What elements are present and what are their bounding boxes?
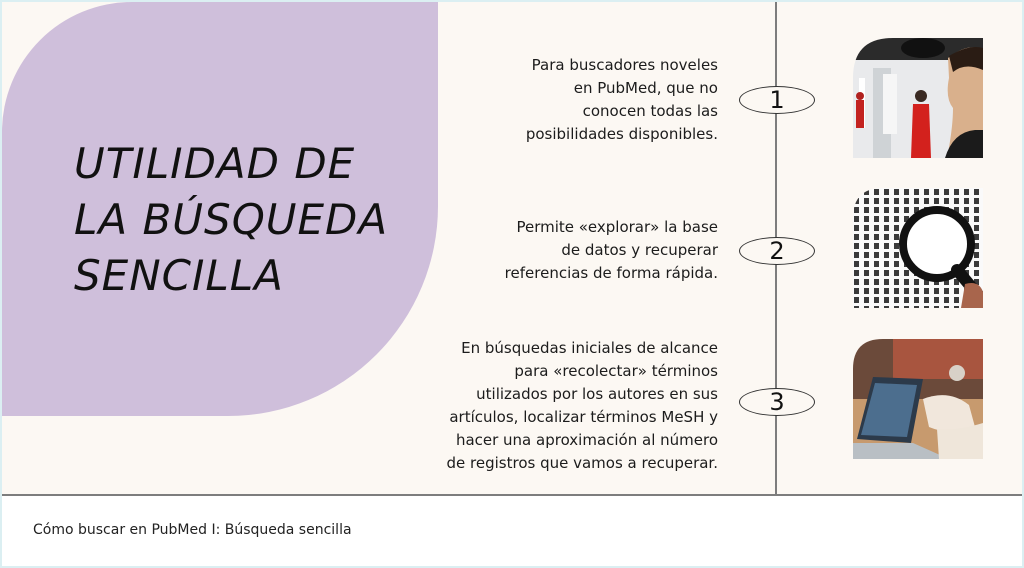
item-1-number-bubble: 1 — [739, 86, 815, 114]
laptop-typing-photo — [853, 339, 983, 459]
item-1-text: Para buscadores noveles en PubMed, que no conocen todas las posibilidades disponibles. — [525, 56, 718, 143]
footer-text: Cómo buscar en PubMed I: Búsqueda sencilla — [33, 522, 352, 538]
item-2-number-bubble: 2 — [739, 237, 815, 265]
title-line-1: UTILIDAD DE — [74, 139, 356, 188]
slide-frame — [2, 2, 1022, 566]
photographer-studio-photo — [853, 38, 983, 158]
title-line-3: SENCILLA — [74, 251, 284, 300]
item-2-text: Permite «explorar» la base de datos y recuperar referencias de forma rápida. — [504, 218, 718, 282]
item-3-text: En búsquedas iniciales de alcance para «recolectar» términos utilizados por los autores en sus artículos, localizar términos MeSH y hacer una aproximación al número de registros que vamos a recuperar. — [446, 339, 718, 472]
title-line-2: LA BÚSQUEDA — [74, 195, 389, 244]
slide-title — [74, 136, 414, 304]
item-3-number-bubble: 3 — [739, 388, 815, 416]
footer-divider — [2, 494, 1022, 496]
magnifier-letters-photo — [853, 188, 983, 308]
slide — [2, 2, 1022, 494]
